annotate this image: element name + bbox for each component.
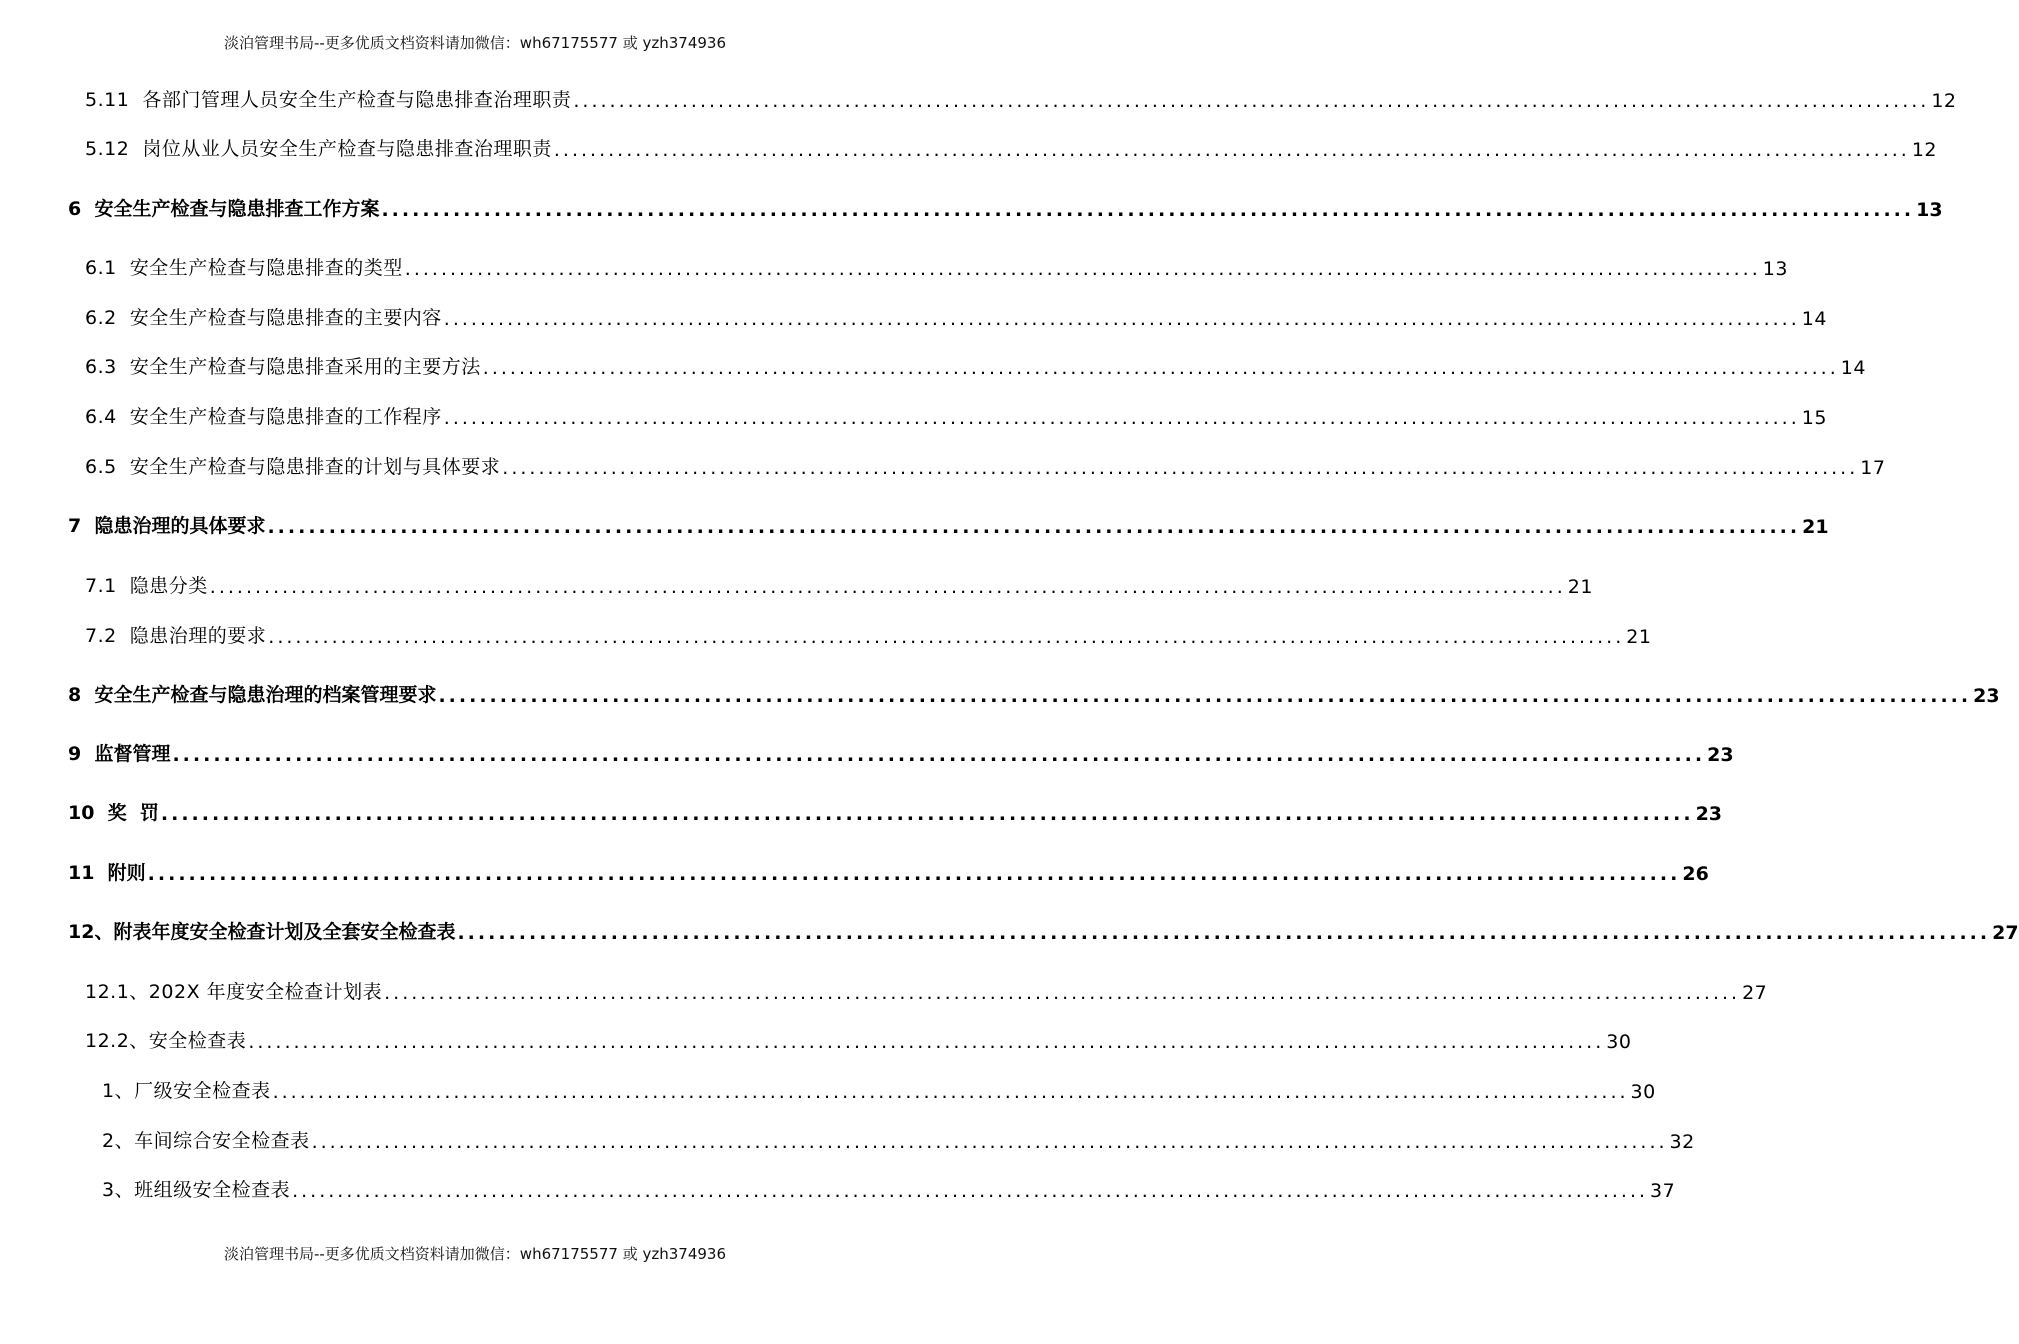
toc-entry-label: 6.2 安全生产检查与隐患排查的主要内容	[85, 307, 442, 329]
toc-entry-label: 7.1 隐患分类	[85, 575, 208, 597]
toc-entry-6-5[interactable]	[85, 451, 1886, 479]
toc-entry-page: 26	[1682, 863, 1709, 885]
page-footer: 淡泊管理书局--更多优质文档资料请加微信：wh67175577 或 yzh374936	[223, 1245, 726, 1263]
toc-entry-label: 9 监督管理	[68, 743, 171, 765]
toc-leader-dots: ......................................................................................................................................................	[482, 357, 1839, 379]
toc-entry-6-2[interactable]	[85, 302, 1827, 330]
toc-entry-5-12[interactable]	[85, 133, 1938, 161]
toc-leader-dots: ......................................................................................................................................................	[443, 407, 1800, 429]
toc-entry-label: 7 隐患治理的具体要求	[68, 515, 266, 537]
toc-entry-page: 14	[1801, 308, 1827, 330]
toc-entry-label: 11 附则	[68, 862, 146, 884]
toc-entry-10[interactable]	[68, 797, 1723, 825]
toc-leader-dots: ......................................................................................................................................................	[147, 863, 1681, 885]
toc-entry-label: 12.1、202X 年度安全检查计划表	[85, 981, 383, 1003]
toc-leader-dots: ......................................................................................................................................................	[443, 308, 1800, 330]
toc-entry-page: 21	[1567, 576, 1593, 598]
toc-entry-label: 1、厂级安全检查表	[102, 1080, 271, 1102]
toc-entry-label: 7.2 隐患治理的要求	[85, 625, 267, 647]
toc-entry-label: 12.2、安全检查表	[85, 1030, 247, 1052]
toc-entry-label: 6.1 安全生产检查与隐患排查的类型	[85, 257, 403, 279]
toc-entry-label: 5.12 岗位从业人员安全生产检查与隐患排查治理职责	[85, 138, 552, 160]
toc-leader-dots: ......................................................................................................................................................	[457, 922, 1991, 944]
toc-entry-page: 13	[1762, 258, 1788, 280]
toc-entry-page: 14	[1840, 357, 1866, 379]
toc-entry-page: 13	[1916, 199, 1943, 221]
toc-leader-dots: ......................................................................................................................................................	[404, 258, 1761, 280]
toc-leader-dots: ......................................................................................................................................................	[573, 90, 1930, 112]
toc-entry-page: 23	[1973, 685, 2000, 707]
toc-leader-dots: ......................................................................................................................................................	[292, 1180, 1649, 1202]
toc-entry-page: 23	[1707, 744, 1734, 766]
toc-leader-dots: ......................................................................................................................................................	[272, 1081, 1629, 1103]
toc-entry-label: 6.5 安全生产检查与隐患排查的计划与具体要求	[85, 456, 501, 478]
toc-entry-12-2-2[interactable]	[102, 1125, 1695, 1153]
page-header: 淡泊管理书局--更多优质文档资料请加微信：wh67175577 或 yzh374936	[223, 34, 726, 52]
toc-entry-label: 6.3 安全生产检查与隐患排查采用的主要方法	[85, 356, 481, 378]
toc-leader-dots: ......................................................................................................................................................	[267, 516, 1801, 538]
toc-entry-6[interactable]	[68, 193, 1943, 221]
toc-entry-9[interactable]	[68, 738, 1734, 766]
toc-entry-12-2-1[interactable]	[102, 1075, 1656, 1103]
toc-entry-page: 21	[1626, 626, 1652, 648]
toc-leader-dots: ......................................................................................................................................................	[209, 576, 1566, 598]
toc-entry-page: 27	[1742, 982, 1768, 1004]
toc-entry-page: 32	[1669, 1131, 1695, 1153]
toc-leader-dots: ......................................................................................................................................................	[438, 685, 1972, 707]
toc-entry-page: 30	[1606, 1031, 1632, 1053]
toc-entry-8[interactable]	[68, 679, 2000, 707]
toc-entry-11[interactable]	[68, 857, 1709, 885]
toc-leader-dots: ......................................................................................................................................................	[384, 982, 1741, 1004]
toc-leader-dots: ......................................................................................................................................................	[502, 457, 1859, 479]
toc-entry-12-1[interactable]	[85, 976, 1768, 1004]
toc-entry-label: 8 安全生产检查与隐患治理的档案管理要求	[68, 684, 437, 706]
toc-entry-label: 2、车间综合安全检查表	[102, 1130, 310, 1152]
toc-leader-dots: ......................................................................................................................................................	[311, 1131, 1668, 1153]
toc-entry-label: 12、附表年度安全检查计划及全套安全检查表	[68, 921, 456, 943]
toc-entry-12-2[interactable]	[85, 1025, 1632, 1053]
toc-entry-page: 15	[1801, 407, 1827, 429]
toc-entry-page: 27	[1992, 922, 2019, 944]
toc-leader-dots: ......................................................................................................................................................	[172, 744, 1706, 766]
toc-entry-page: 37	[1650, 1180, 1676, 1202]
toc-entry-page: 12	[1911, 139, 1938, 161]
toc-entry-7[interactable]	[68, 510, 1829, 538]
toc-entry-page: 21	[1802, 516, 1829, 538]
toc-entry-label: 6 安全生产检查与隐患排查工作方案	[68, 198, 380, 220]
toc-entry-label: 5.11 各部门管理人员安全生产检查与隐患排查治理职责	[85, 89, 572, 111]
toc-entry-page: 30	[1630, 1081, 1656, 1103]
toc-entry-6-3[interactable]	[85, 351, 1866, 379]
toc-entry-label: 3、班组级安全检查表	[102, 1179, 291, 1201]
toc-leader-dots: ......................................................................................................................................................	[381, 199, 1915, 221]
toc-entry-label: 6.4 安全生产检查与隐患排查的工作程序	[85, 406, 442, 428]
toc-entry-7-1[interactable]	[85, 570, 1593, 598]
toc-entry-page: 23	[1695, 803, 1723, 825]
toc-entry-label: 10 奖 罚	[68, 802, 159, 824]
toc-leader-dots: ......................................................................................................................................................	[553, 139, 1910, 161]
toc-entry-6-4[interactable]	[85, 401, 1827, 429]
toc-leader-dots: ......................................................................................................................................................	[248, 1031, 1605, 1053]
toc-entry-5-11[interactable]	[85, 84, 1957, 112]
toc-entry-page: 12	[1931, 90, 1957, 112]
toc-entry-12-2-3[interactable]	[102, 1174, 1676, 1202]
toc-entry-12[interactable]	[68, 916, 2019, 944]
toc-leader-dots: ......................................................................................................................................................	[268, 626, 1625, 648]
toc-leader-dots: ......................................................................................................................................................	[160, 803, 1694, 825]
toc-entry-7-2[interactable]	[85, 620, 1652, 648]
toc-entry-page: 17	[1860, 457, 1886, 479]
toc-entry-6-1[interactable]	[85, 252, 1788, 280]
